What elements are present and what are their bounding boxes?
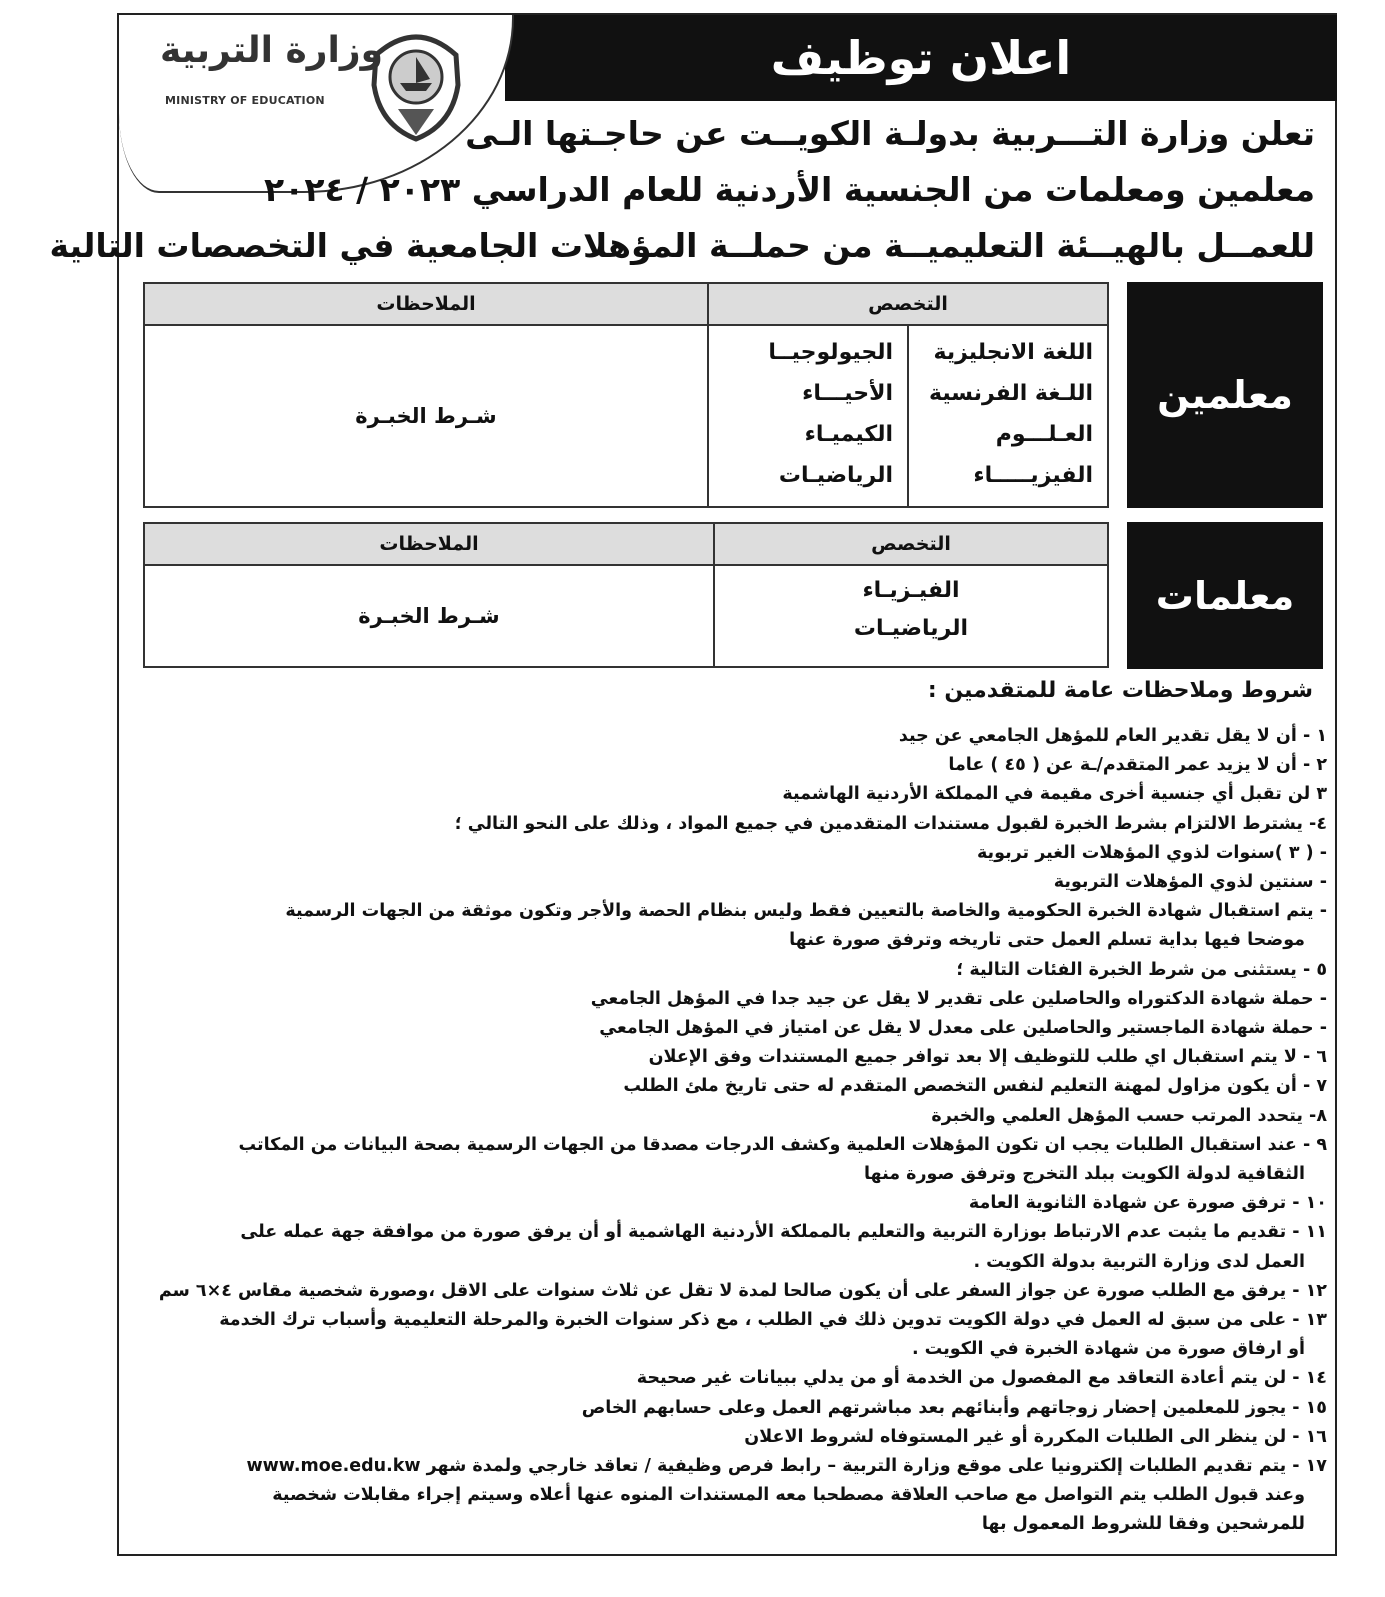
subject: اللـغة الفرنسية [928, 381, 1093, 406]
condition-line: - ( ٣ )سنوات لذوي المؤهلات الغير تربوية [976, 842, 1327, 863]
conditions-title: شروط وملاحظات عامة للمتقدمين : [927, 678, 1313, 703]
subjects-column-left [708, 325, 908, 507]
condition-line: ١٠ - ترفق صورة عن شهادة الثانوية العامة [968, 1193, 1327, 1214]
headline-line-2: معلمين ومعلمات من الجنسية الأردنية للعام الدراسي ٢٠٢٣ / ٢٠٢٤ [264, 170, 1315, 209]
notes-header: الملاحظات [144, 283, 708, 325]
condition-line: ٧ - أن يكون مزاول لمهنة التعليم لنفس التخصص المتقدم له حتى تاريخ ملئ الطلب [623, 1076, 1327, 1097]
kuwait-emblem-icon [362, 25, 470, 143]
subject: الأحيـــاء [802, 381, 893, 406]
specialty-header: التخصص [708, 283, 1108, 325]
headline-line-1: تعلن وزارة التـــربية بدولـة الكويــت عن حاجـتها الـى [465, 114, 1315, 153]
male-teachers-table [143, 282, 1109, 508]
condition-line: ١٧ - يتم تقديم الطلبات إلكترونيا على موقع وزارة التربية – رابط فرص وظيفية / تعاقد خارجي ولمدة شهر www.moe.edu.kw [246, 1456, 1327, 1477]
condition-line: - حملة شهادة الدكتوراه والحاصلين على تقدير لا يقل عن جيد جدا في المؤهل الجامعي [590, 988, 1327, 1009]
condition-line: ٣ لن تقبل أي جنسية أخرى مقيمة في المملكة الأردنية الهاشمية [782, 784, 1327, 805]
female-teachers-label: معلمات [1127, 522, 1323, 669]
condition-line: ١٥ - يجوز للمعلمين إحضار زوجاتهم وأبنائهم بعد مباشرتهم العمل وعلى حسابهم الخاص [581, 1397, 1327, 1418]
condition-line: وعند قبول الطلب يتم التواصل مع صاحب العلاقة مصطحبا معه المستندات المنوه عنها أعلاه وسيتم إجراء مقابلات شخصية [272, 1485, 1305, 1506]
subject: اللغة الانجليزية [933, 340, 1093, 365]
condition-line: ١١ - تقديم ما يثبت عدم الارتباط بوزارة التربية والتعليم بالمملكة الأردنية الهاشمية أو أن يرفق صورة من موافقة جهة عمله على [240, 1222, 1327, 1243]
specialty-header: التخصص [714, 523, 1108, 565]
condition-line: ١ - أن لا يقل تقدير العام للمؤهل الجامعي عن جيد [898, 726, 1327, 746]
subject: الكيميـاء [804, 422, 893, 447]
condition-line: ٤- يشترط الالتزام بشرط الخبرة لقبول مستندات المتقدمين في جميع المواد ، وذلك على النحو التالي ؛ [454, 813, 1327, 834]
logo-arabic-text: وزارة التربية [160, 30, 383, 71]
notes-cell: شـرط الخبـرة [144, 325, 708, 507]
female-teachers-table [143, 522, 1109, 668]
condition-line: ١٢ - يرفق مع الطلب صورة عن جواز السفر على أن يكون صالحا لمدة لا تقل عن ثلاث سنوات على الاقل ،وصورة شخصية مقاس ٤×٦ سم [158, 1280, 1327, 1301]
condition-line: - يتم استقبال شهادة الخبرة الحكومية والخاصة بالتعيين فقط وليس بنظام الحصة والأجر وتكون موثقة من الجهات الرسمية [285, 901, 1327, 922]
condition-line: للمرشحين وفقا للشروط المعمول بها [981, 1514, 1305, 1535]
condition-line: ١٤ - لن يتم أعادة التعاقد مع المفصول من الخدمة أو من يدلي ببيانات غير صحيحة [636, 1368, 1327, 1389]
condition-line: ١٣ - على من سبق له العمل في دولة الكويت تدوين ذلك في الطلب ، مع ذكر سنوات الخبرة والمرحلة التعليمية وأسباب ترك الخدمة [219, 1310, 1327, 1331]
condition-line: أو ارفاق صورة من شهادة الخبرة في الكويت . [911, 1339, 1305, 1360]
subject: الجيولوجيــا [768, 340, 893, 365]
subject: الرياضيـات [778, 463, 893, 488]
condition-line: ٦ - لا يتم استقبال اي طلب للتوظيف إلا بعد توافر جميع المستندات وفق الإعلان [648, 1047, 1327, 1068]
condition-line: - سنتين لذوي المؤهلات التربوية [1053, 872, 1327, 893]
subject: الرياضيـات [853, 616, 969, 641]
condition-line: ٩ - عند استقبال الطلبات يجب ان تكون المؤهلات العلمية وكشف الدرجات مصدقا من الجهات الرسمية بصحة البيانات من المكاتب [238, 1134, 1327, 1155]
male-teachers-label: معلمين [1127, 282, 1323, 508]
subjects-column-right [908, 325, 1108, 507]
conditions-list [127, 722, 1327, 1540]
headline-line-3: للعمــل بالهيــئة التعليميــة من حملــة المؤهلات الجامعية في التخصصات التالية [49, 226, 1315, 265]
condition-line: موضحا فيها بداية تسلم العمل حتى تاريخه وترفق صورة عنها [789, 930, 1305, 951]
condition-line: ٥ - يستثنى من شرط الخبرة الفئات التالية ؛ [956, 959, 1327, 980]
notes-header: الملاحظات [144, 523, 714, 565]
subjects-cell [714, 565, 1108, 667]
condition-line: العمل لدى وزارة التربية بدولة الكويت . [973, 1251, 1305, 1272]
condition-line: الثقافية لدولة الكويت ببلد التخرج وترفق صورة منها [863, 1164, 1305, 1185]
notes-cell: شـرط الخبـرة [144, 565, 714, 667]
condition-line: ١٦ - لن ينظر الى الطلبات المكررة أو غير المستوفاه لشروط الاعلان [744, 1426, 1327, 1447]
condition-line: ٨- يتحدد المرتب حسب المؤهل العلمي والخبرة [931, 1105, 1327, 1126]
subject: الفيزيـــــاء [973, 463, 1093, 488]
subject: الفيـزيـاء [862, 578, 960, 603]
condition-line: - حملة شهادة الماجستير والحاصلين على معدل لا يقل عن امتياز في المؤهل الجامعي [599, 1018, 1327, 1039]
subject: العـلـــوم [995, 422, 1093, 447]
logo-english-text: MINISTRY OF EDUCATION [165, 94, 325, 107]
ad-title: اعلان توظيف [505, 15, 1337, 101]
condition-line: ٢ - أن لا يزيد عمر المتقدم/ـة عن ( ٤٥ ) عاما [948, 755, 1327, 776]
